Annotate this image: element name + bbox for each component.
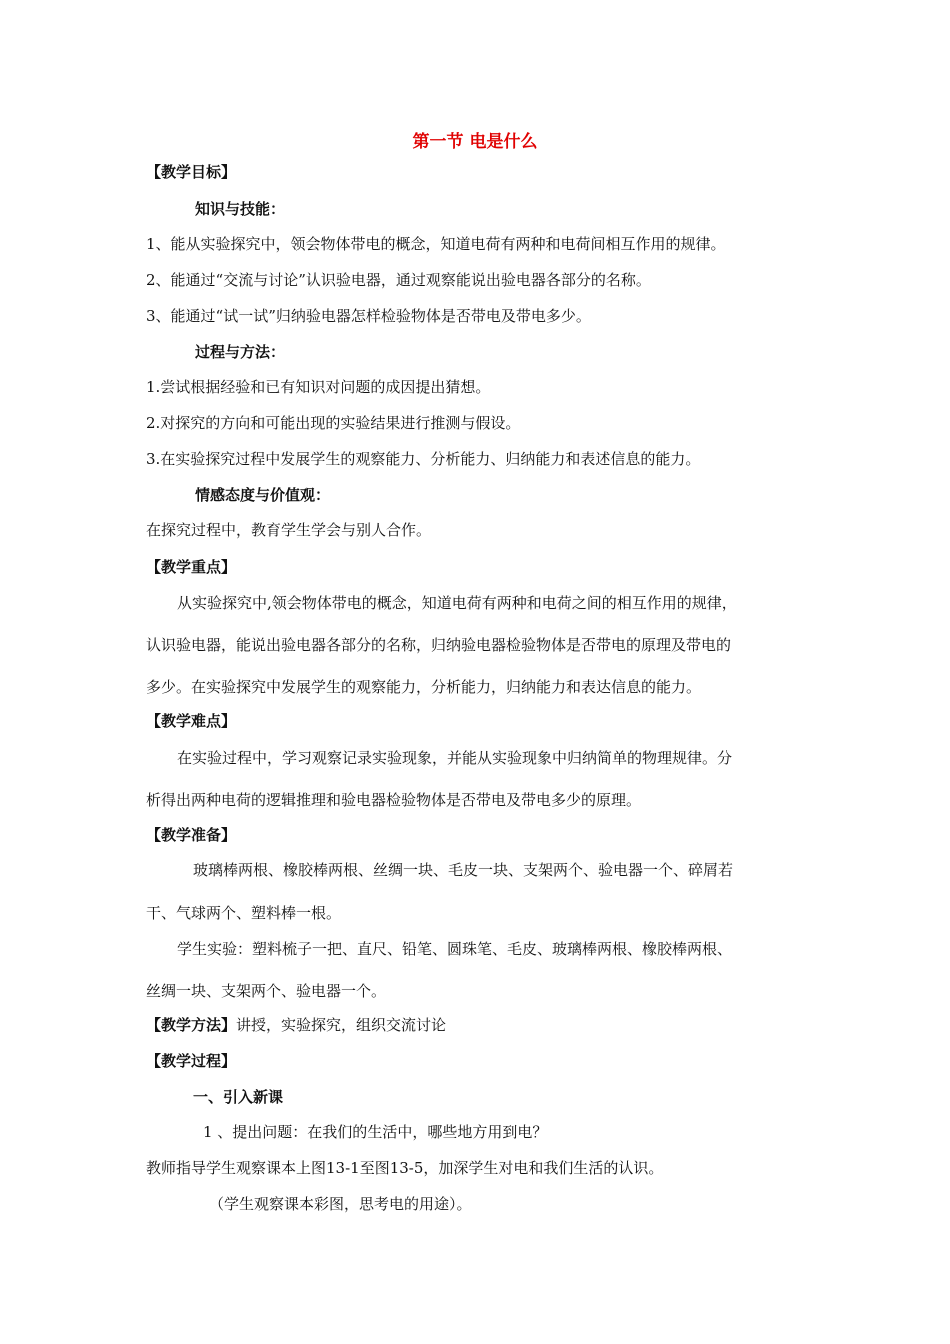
key-points-line: 多少。在实验探究中发展学生的观察能力，分析能力，归纳能力和表达信息的能力。 (146, 678, 702, 696)
process-line: （学生观察课本彩图，思考电的用途）。 (209, 1195, 472, 1213)
process-line: 1 、提出问题：在我们的生活中，哪些地方用到电？ (203, 1123, 548, 1141)
process-method-item: 2.对探究的方向和可能出现的实验结果进行推测与假设。 (146, 414, 521, 432)
method-text: 讲授，实验探究，组织交流讨论 (236, 1016, 447, 1034)
preparation-line: 丝绸一块、支架两个、验电器一个。 (146, 982, 387, 1000)
section-heading: 一、引入新课 (193, 1088, 284, 1106)
method-heading: 【教学方法】 (146, 1016, 237, 1034)
process-method-heading: 过程与方法： (195, 343, 286, 361)
process-method-item: 1.尝试根据经验和已有知识对问题的成因提出猜想。 (146, 378, 491, 396)
key-points-line: 认识验电器，能说出验电器各部分的名称，归纳验电器检验物体是否带电的原理及带电的 (146, 636, 732, 654)
method-line (146, 1015, 950, 1035)
process-heading: 【教学过程】 (146, 1052, 237, 1070)
preparation-line: 学生实验：塑料梳子一把、直尺、铅笔、圆珠笔、毛皮、玻璃棒两根、橡胶棒两根、 (177, 940, 733, 958)
goals-heading: 【教学目标】 (146, 163, 237, 181)
key-points-heading: 【教学重点】 (146, 558, 237, 576)
difficulties-line: 在实验过程中，学习观察记录实验现象，并能从实验现象中归纳简单的物理规律。分 (177, 749, 733, 767)
knowledge-item: 2、能通过“交流与讨论”认识验电器，通过观察能说出验电器各部分的名称。 (146, 271, 651, 289)
process-line: 教师指导学生观察课本上图13-1至图13-5，加深学生对电和我们生活的认识。 (146, 1159, 664, 1177)
knowledge-heading: 知识与技能： (195, 200, 286, 218)
attitude-heading: 情感态度与价值观： (195, 486, 331, 504)
difficulties-line: 析得出两种电荷的逻辑推理和验电器检验物体是否带电及带电多少的原理。 (146, 791, 642, 809)
preparation-line: 干、气球两个、塑料棒一根。 (146, 904, 342, 922)
preparation-heading: 【教学准备】 (146, 826, 237, 844)
preparation-line: 玻璃棒两根、橡胶棒两根、丝绸一块、毛皮一块、支架两个、验电器一个、碎屑若 (193, 861, 734, 879)
difficulties-heading: 【教学难点】 (146, 712, 237, 730)
page-title: 第一节 电是什么 (412, 132, 538, 152)
key-points-line: 从实验探究中,领会物体带电的概念，知道电荷有两种和电荷之间的相互作用的规律， (177, 594, 737, 612)
process-method-item: 3.在实验探究过程中发展学生的观察能力、分析能力、归纳能力和表述信息的能力。 (146, 450, 701, 468)
knowledge-item: 3、能通过“试一试”归纳验电器怎样检验物体是否带电及带电多少。 (146, 307, 591, 325)
knowledge-item: 1、能从实验探究中，领会物体带电的概念，知道电荷有两种和电荷间相互作用的规律。 (146, 235, 726, 253)
attitude-text: 在探究过程中，教育学生学会与别人合作。 (146, 521, 432, 539)
